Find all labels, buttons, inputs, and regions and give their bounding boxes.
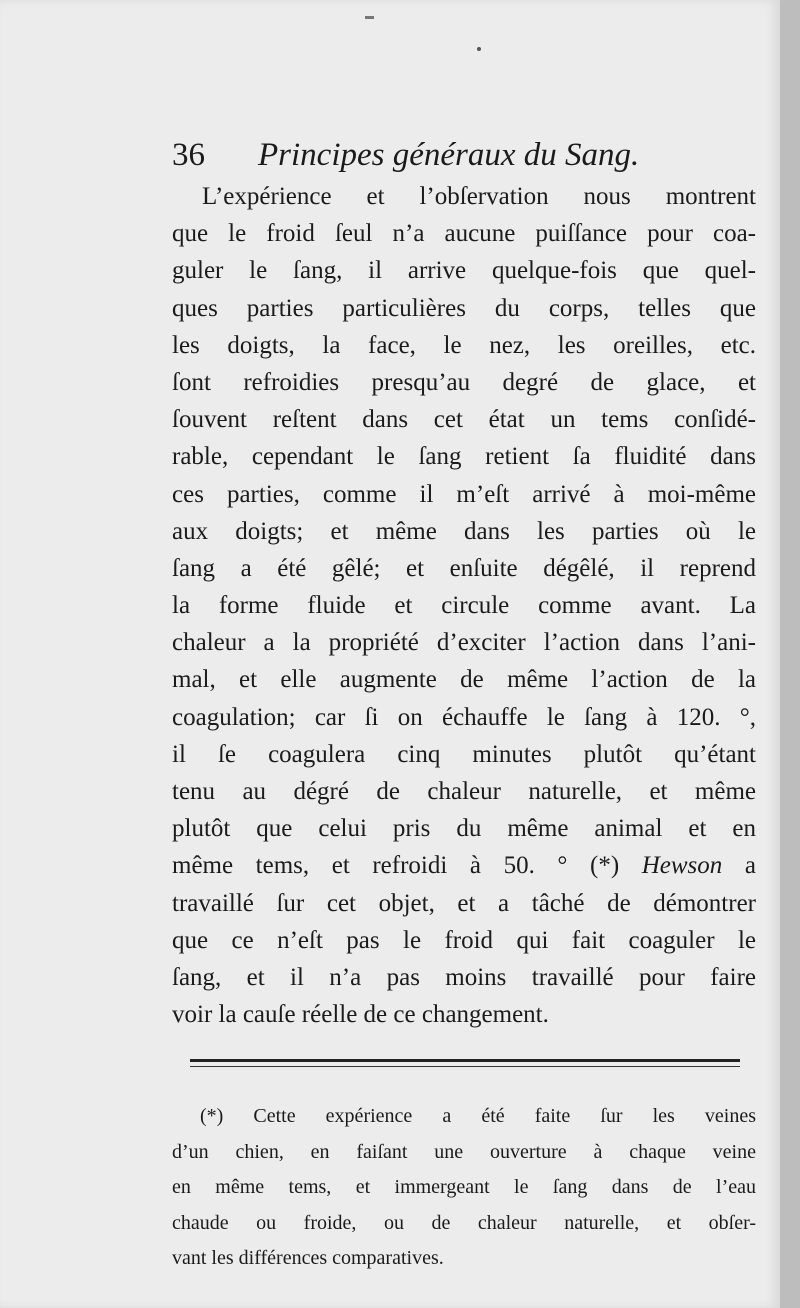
text-line: mal, et elle augmente de même l’action de la: [172, 666, 756, 694]
author-name: Hewson: [641, 852, 723, 880]
footnote-line: chaude ou froide, ou de chaleur naturelle, et obſer-: [172, 1211, 756, 1234]
text-line: que le froid ſeul n’a aucune puiſſance pour coa-: [172, 220, 756, 248]
footnote-line: vant les différences comparatives.: [172, 1247, 444, 1269]
text-line: ſont refroidies presqu’au degré de glace, et: [172, 368, 756, 396]
text-line: chaleur a la propriété d’exciter l’action dans l’ani-: [172, 629, 756, 657]
text-line: rable, cependant le ſang retient ſa fluidité dans: [172, 443, 756, 471]
print-mark: [365, 16, 374, 19]
text-line: ques parties particulières du corps, telles que: [172, 294, 756, 322]
page-header: [172, 135, 692, 175]
ink-speck: [477, 47, 481, 51]
footnote-line: d’un chien, en faiſant une ouverture à chaque veine: [172, 1140, 756, 1163]
text-line: la forme fluide et circule comme avant. La: [172, 592, 756, 620]
main-text: [172, 178, 756, 1033]
text-line: ces parties, comme il m’eſt arrivé à moi-même: [172, 480, 756, 508]
text-line: il ſe coagulera cinq minutes plutôt qu’étant: [172, 740, 756, 768]
text-line: ſang, et il n’a pas moins travaillé pour faire: [172, 963, 756, 991]
text-line: que ce n’eſt pas le froid qui fait coaguler le: [172, 926, 756, 954]
text-line: travaillé ſur cet objet, et a tâché de démontrer: [172, 889, 756, 917]
text-line: aux doigts; et même dans les parties où le: [172, 517, 756, 545]
page-number: 36: [172, 137, 205, 173]
text-line: plutôt que celui pris du même animal et en: [172, 815, 756, 843]
running-title: Principes généraux du Sang.: [258, 137, 640, 173]
footnote-divider-thin: [190, 1066, 740, 1067]
text-line: même tems, et refroidi à 50. ° (*) Hewson a: [172, 852, 756, 880]
text-line: guler le ſang, il arrive quelque-fois que quel-: [172, 257, 756, 285]
text-line: ſang a été gêlé; et enſuite dégêlé, il reprend: [172, 554, 756, 582]
text-line: voir la cauſe réelle de ce changement.: [172, 1001, 549, 1029]
text-line: coagulation; car ſi on échauffe le ſang à 120. °,: [172, 703, 756, 731]
text-line: L’expérience et l’obſervation nous montrent: [202, 183, 756, 210]
footnote-divider: [190, 1059, 740, 1062]
footnote-line: (*) Cette expérience a été faite ſur les veines: [200, 1105, 756, 1127]
footnote-line: en même tems, et immergeant le ſang dans de l’eau: [172, 1176, 756, 1198]
text-line: tenu au dégré de chaleur naturelle, et même: [172, 778, 756, 805]
footnote: [172, 1099, 756, 1277]
text-line: les doigts, la face, le nez, les oreilles, etc.: [172, 331, 756, 359]
text-line: ſouvent reſtent dans cet état un tems conſidé-: [172, 406, 756, 434]
